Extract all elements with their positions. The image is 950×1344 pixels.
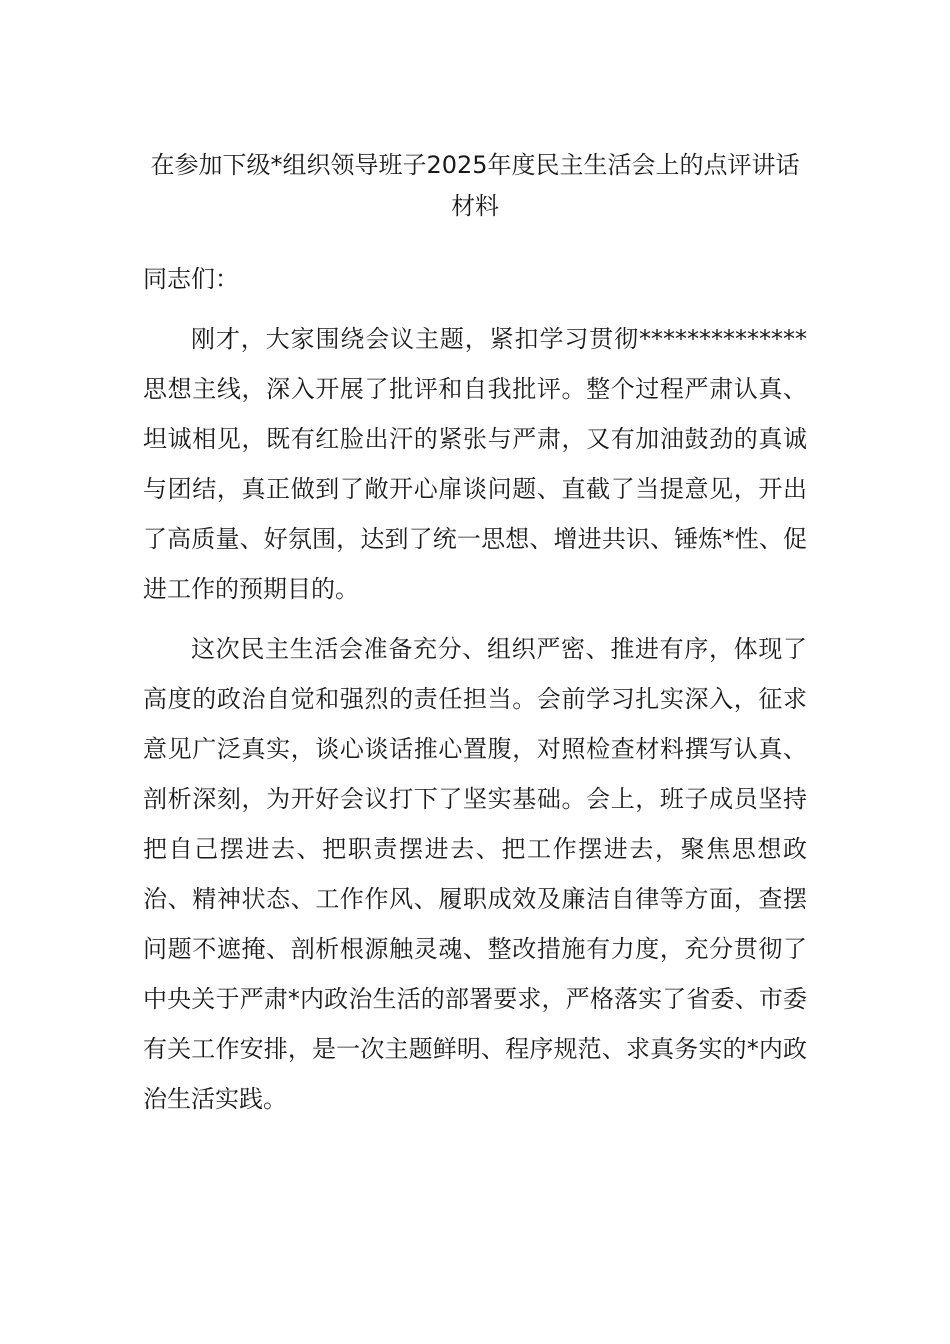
body-paragraph-2: 这次民主生活会准备充分、组织严密、推进有序，体现了高度的政治自觉和强烈的责任担当。会前学习扎实深入，征求意见广泛真实，谈心谈话推心置腹，对照检查材料撰写认真、剖析深刻，为开好会议打下了坚实基础。会上，班子成员坚持把自己摆进去、把职责摆进去、把工作摆进去，聚焦思想政治、精神状态、工作作风、履职成效及廉洁自律等方面，查摆问题不遮掩、剖析根源触灵魂、整改措施有力度，充分贯彻了中央关于严肃*内政治生活的部署要求，严格落实了省委、市委有关工作安排，是一次主题鲜明、程序规范、求真务实的*内政治生活实践。	[143, 635, 807, 1113]
body-paragraph-1: 刚才，大家围绕会议主题，紧扣学习贯彻**************思想主线，深入开展了批评和自我批评。整个过程严肃认真、坦诚相见，既有红脸出汗的紧张与严肃，又有加油鼓劲的真诚与团结，真正做到了敞开心扉谈问题、直截了当提意见，开出了高质量、好氛围，达到了统一思想、增进共识、锤炼*性、促进工作的预期目的。	[143, 325, 807, 603]
salutation: 同志们：	[143, 265, 239, 293]
document-title: 在参加下级*组织领导班子2025年度民主生活会上的点评讲话材料	[150, 151, 800, 220]
